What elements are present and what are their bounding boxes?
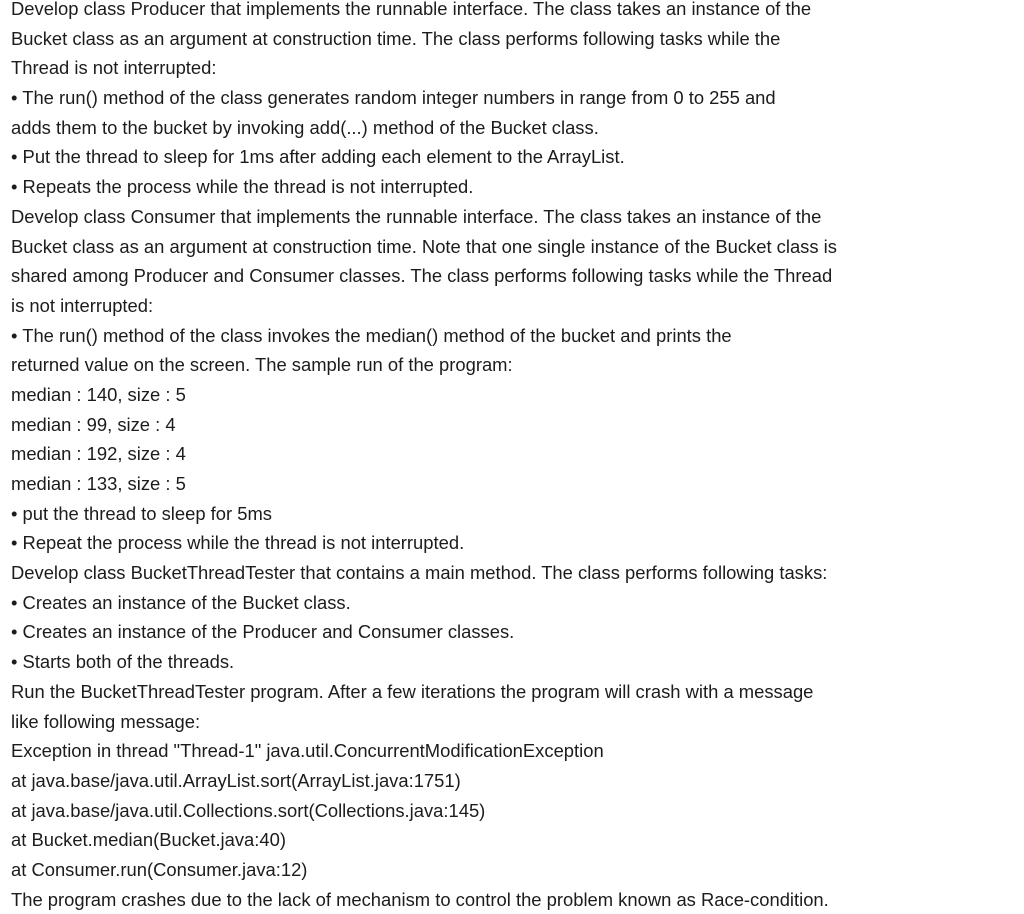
text-line: is not interrupted: (11, 294, 154, 316)
text-line: Bucket class as an argument at construction time. The class performs following tasks while the (11, 27, 781, 49)
sample-output-line: median : 140, size : 5 (11, 383, 186, 405)
sample-output-line: median : 133, size : 5 (11, 473, 186, 494)
bullet-line: • Creates an instance of the Producer and Consumer classes. (11, 621, 515, 643)
bullet-line: • The run() method of the class invokes the median() method of the bucket and prints the (11, 324, 732, 346)
bullet-line: • put the thread to sleep for 5ms (11, 502, 272, 524)
bullet-line: • Starts both of the threads. (11, 651, 235, 673)
text-line: Develop class Consumer that implements the runnable interface. The class takes an instance of the (11, 205, 822, 227)
text-line: adds them to the bucket by invoking add(...) method of the Bucket class. (11, 116, 599, 138)
text-line: like following message: (11, 710, 201, 732)
bullet-line: • Repeat the process while the thread is not interrupted. (11, 532, 465, 554)
text-line: Develop class BucketThreadTester that contains a main method. The class performs following tasks: (11, 562, 828, 584)
bullet-line: • The run() method of the class generates random integer numbers in range from 0 to 255 and (11, 87, 776, 109)
bullet-line: • Repeats the process while the thread is not interrupted. (11, 176, 474, 198)
text-line: The program crashes due to the lack of mechanism to control the problem known as Race-condition. (11, 888, 829, 910)
text-line: Bucket class as an argument at construction time. Note that one single instance of the Bucket class is (11, 235, 837, 257)
stack-trace-line: at Bucket.median(Bucket.java:40) (11, 829, 286, 851)
sample-output-line: median : 192, size : 4 (11, 443, 186, 465)
text-line: returned value on the screen. The sample run of the program: (11, 354, 513, 376)
text-line: Thread is not interrupted: (11, 57, 217, 79)
stack-trace-line: at java.base/java.util.Collections.sort(Collections.java:145) (11, 799, 486, 821)
sample-output-line: median : 99, size : 4 (11, 413, 176, 435)
stack-trace-line: at java.base/java.util.ArrayList.sort(ArrayList.java:1751) (11, 769, 461, 791)
document-body (11, 0, 1011, 914)
exception-line: Exception in thread "Thread-1" java.util.ConcurrentModificationException (11, 740, 604, 762)
text-line: shared among Producer and Consumer classes. The class performs following tasks while the Thread (11, 265, 833, 287)
bullet-line: • Put the thread to sleep for 1ms after adding each element to the ArrayList. (11, 146, 625, 168)
bullet-line: • Creates an instance of the Bucket class. (11, 591, 351, 613)
text-line: Run the BucketThreadTester program. After a few iterations the program will crash with a message (11, 680, 814, 702)
stack-trace-line: at Consumer.run(Consumer.java:12) (11, 858, 308, 880)
text-line: Develop class Producer that implements the runnable interface. The class takes an instance of the (11, 0, 812, 19)
